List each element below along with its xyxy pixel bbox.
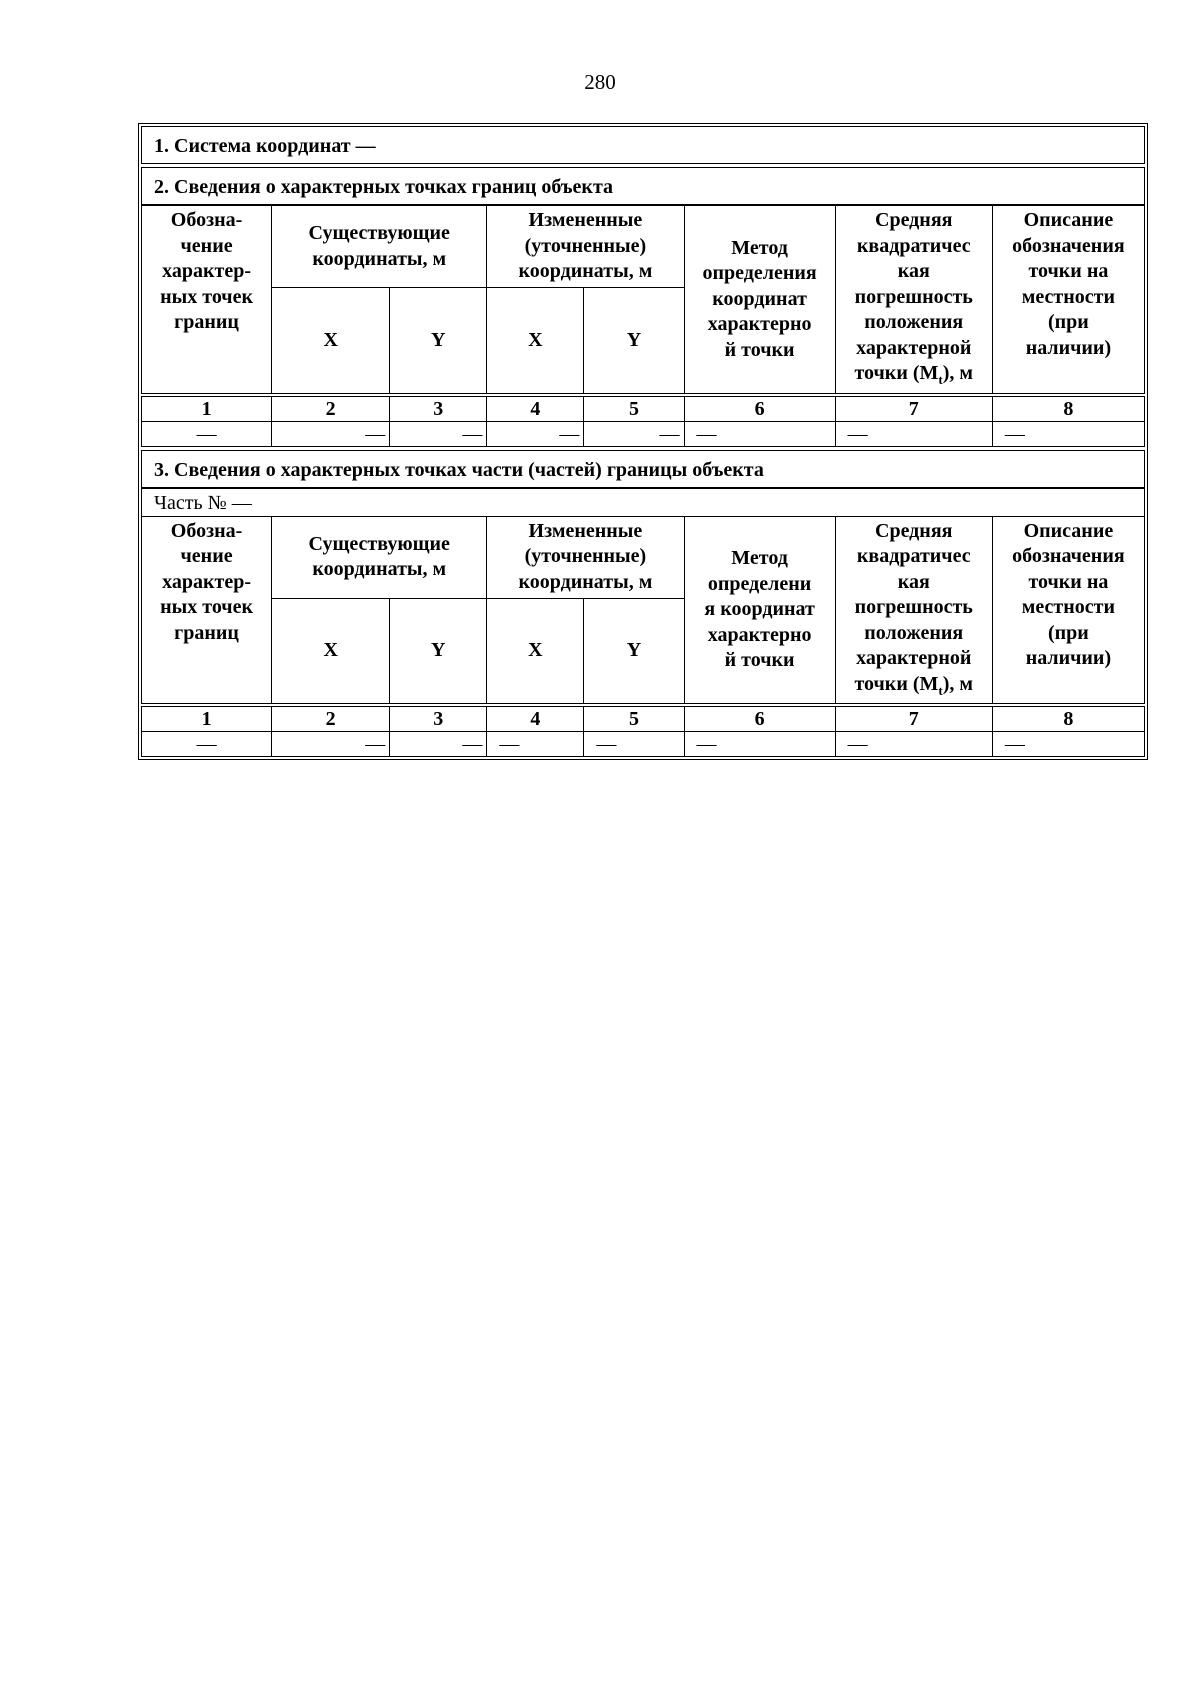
part-boundary-points-table — [141, 516, 1145, 758]
header-designation: Обозна- чение характер- ных точек границ — [142, 206, 272, 395]
column-number: 6 — [684, 705, 835, 732]
column-number: 3 — [390, 705, 487, 732]
header-changed-coords: Измененные (уточненные) координаты, м — [487, 206, 684, 288]
column-number: 4 — [487, 395, 584, 422]
cell-changed-y: — — [584, 421, 684, 446]
header-changed-x: X — [487, 598, 584, 705]
section-2-title: 2. Сведения о характерных точках границ объекта — [141, 167, 1145, 205]
header-existing-coords: Существующие координаты, м — [272, 516, 487, 598]
page-number: 280 — [584, 70, 616, 94]
cell-error: — — [835, 421, 992, 446]
column-number: 7 — [835, 705, 992, 732]
column-number: 8 — [992, 395, 1144, 422]
column-number: 5 — [584, 705, 684, 732]
cell-existing-x: — — [272, 421, 390, 446]
cell-existing-x: — — [272, 732, 390, 757]
document-frame — [138, 123, 1148, 760]
section-1-title: 1. Система координат — — [141, 126, 1145, 164]
header-description: Описание обозначения точки на местности (при наличии) — [992, 206, 1144, 395]
cell-description: — — [992, 421, 1144, 446]
cell-description: — — [992, 732, 1144, 757]
header-description: Описание обозначения точки на местности (при наличии) — [992, 516, 1144, 705]
part-number-label: Часть № — — [141, 488, 1145, 516]
cell-method: — — [684, 421, 835, 446]
header-existing-y: Y — [390, 598, 487, 705]
header-changed-coords: Измененные (уточненные) координаты, м — [487, 516, 684, 598]
header-changed-y: Y — [584, 288, 684, 395]
header-method: Метод определения координат характерно й точки — [684, 206, 835, 395]
column-number: 8 — [992, 705, 1144, 732]
cell-method: — — [684, 732, 835, 757]
cell-existing-y: — — [390, 421, 487, 446]
column-number: 6 — [684, 395, 835, 422]
column-number: 5 — [584, 395, 684, 422]
section-3-title: 3. Сведения о характерных точках части (частей) границы объекта — [141, 450, 1145, 488]
header-error: Средняя квадратичес кая погрешность положения характерной точки $(M_t)$, м — [835, 206, 992, 395]
cell-changed-y: — — [584, 732, 684, 757]
cell-error: — — [835, 732, 992, 757]
column-number: 1 — [142, 705, 272, 732]
column-number: 2 — [272, 705, 390, 732]
cell-designation: — — [142, 732, 272, 757]
column-number: 7 — [835, 395, 992, 422]
table-row — [142, 732, 1145, 757]
column-number: 3 — [390, 395, 487, 422]
header-error: Средняя квадратичес кая погрешность положения характерной точки $(M_t)$, м — [835, 516, 992, 705]
cell-changed-x: — — [487, 732, 584, 757]
column-number: 1 — [142, 395, 272, 422]
cell-existing-y: — — [390, 732, 487, 757]
column-number-row — [142, 705, 1145, 732]
column-number-row — [142, 395, 1145, 422]
header-changed-y: Y — [584, 598, 684, 705]
header-designation: Обозна- чение характер- ных точек границ — [142, 516, 272, 705]
boundary-points-table — [141, 205, 1145, 447]
header-existing-x: X — [272, 598, 390, 705]
header-existing-coords: Существующие координаты, м — [272, 206, 487, 288]
header-existing-x: X — [272, 288, 390, 395]
cell-changed-x: — — [487, 421, 584, 446]
table-row — [142, 421, 1145, 446]
header-existing-y: Y — [390, 288, 487, 395]
cell-designation: — — [142, 421, 272, 446]
header-method: Метод определени я координат характерно й точки — [684, 516, 835, 705]
header-changed-x: X — [487, 288, 584, 395]
column-number: 2 — [272, 395, 390, 422]
column-number: 4 — [487, 705, 584, 732]
